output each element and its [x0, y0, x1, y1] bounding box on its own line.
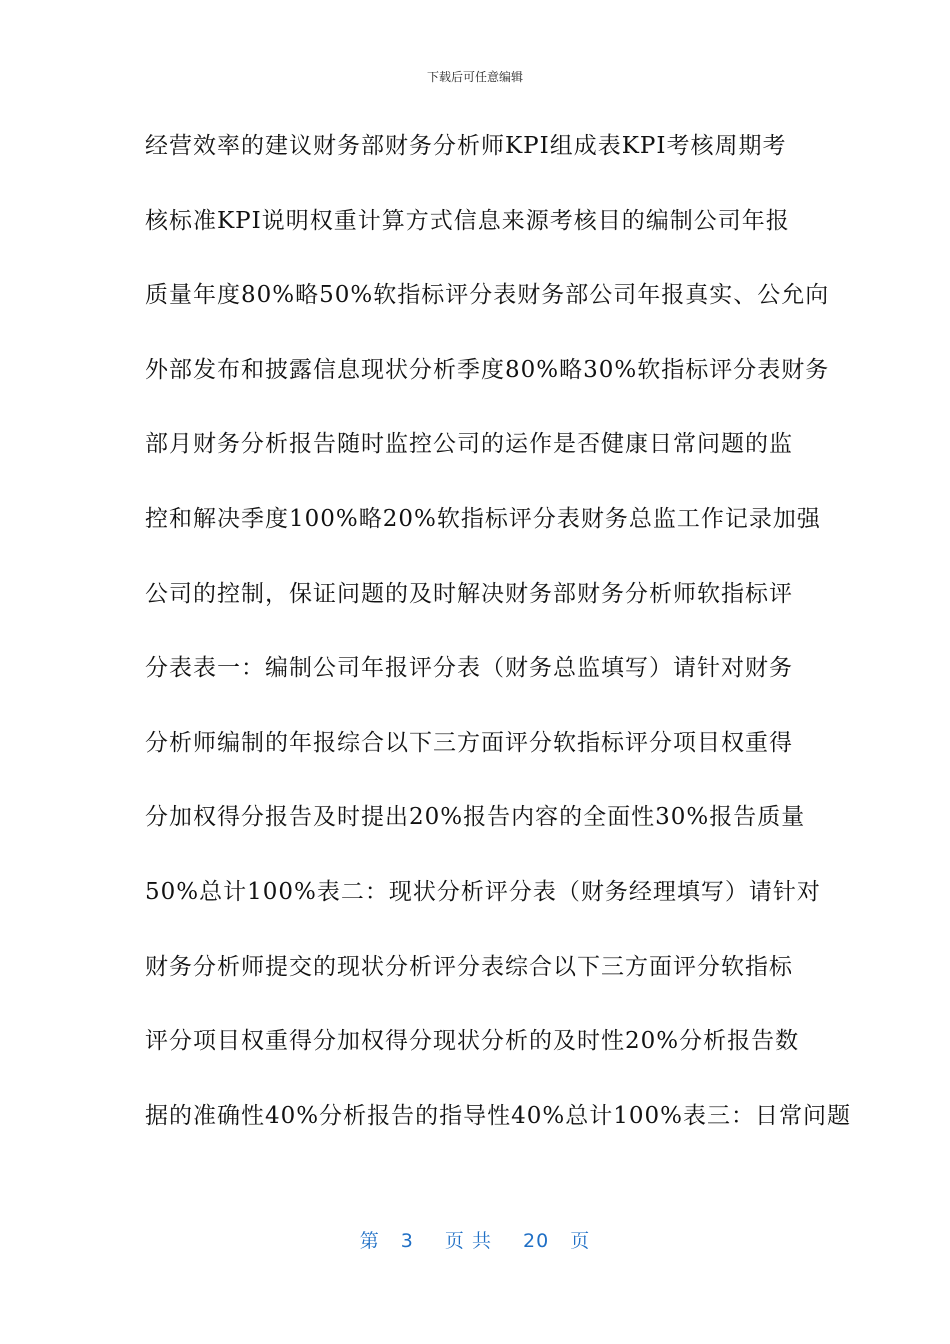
body-line-6: 控和解决季度100%略20%软指标评分表财务总监工作记录加强 — [145, 505, 821, 532]
body-line-5: 部月财务分析报告随时监控公司的运作是否健康日常问题的监 — [145, 431, 793, 458]
body-line-4: 外部发布和披露信息现状分析季度80%略30%软指标评分表财务 — [145, 356, 830, 383]
body-line-14: 据的准确性40%分析报告的指导性40%总计100%表三：日常问题 — [145, 1102, 851, 1129]
page-number-current: 3 — [400, 1230, 414, 1252]
body-line-9: 分析师编制的年报综合以下三方面评分软指标评分项目权重得 — [145, 729, 793, 756]
page-footer-suffix: 页 — [570, 1230, 591, 1252]
body-line-1: 经营效率的建议财务部财务分析师KPI组成表KPI考核周期考 — [145, 133, 787, 159]
body-line-13: 评分项目权重得分加权得分现状分析的及时性20%分析报告数 — [145, 1028, 800, 1055]
body-line-11: 50%总计100%表二：现状分析评分表（财务经理填写）请针对 — [145, 878, 821, 905]
body-line-7: 公司的控制，保证问题的及时解决财务部财务分析师软指标评 — [145, 580, 793, 607]
body-line-10: 分加权得分报告及时提出20%报告内容的全面性30%报告质量 — [145, 804, 806, 831]
body-line-2: 核标准KPI说明权重计算方式信息来源考核目的编制公司年报 — [145, 207, 790, 234]
body-line-8: 分表表一：编制公司年报评分表（财务总监填写）请针对财务 — [145, 655, 793, 682]
page-footer — [0, 1226, 950, 1253]
body-line-3: 质量年度80%略50%软指标评分表财务部公司年报真实、公允向 — [145, 282, 830, 309]
page-header-note: 下载后可任意编辑 — [426, 70, 523, 84]
page-number-total: 20 — [523, 1230, 550, 1252]
body-line-12: 财务分析师提交的现状分析评分表综合以下三方面评分软指标 — [145, 953, 793, 980]
document-body — [145, 128, 851, 1172]
page-footer-middle: 页 共 — [444, 1230, 492, 1252]
page-footer-prefix: 第 — [359, 1230, 380, 1252]
